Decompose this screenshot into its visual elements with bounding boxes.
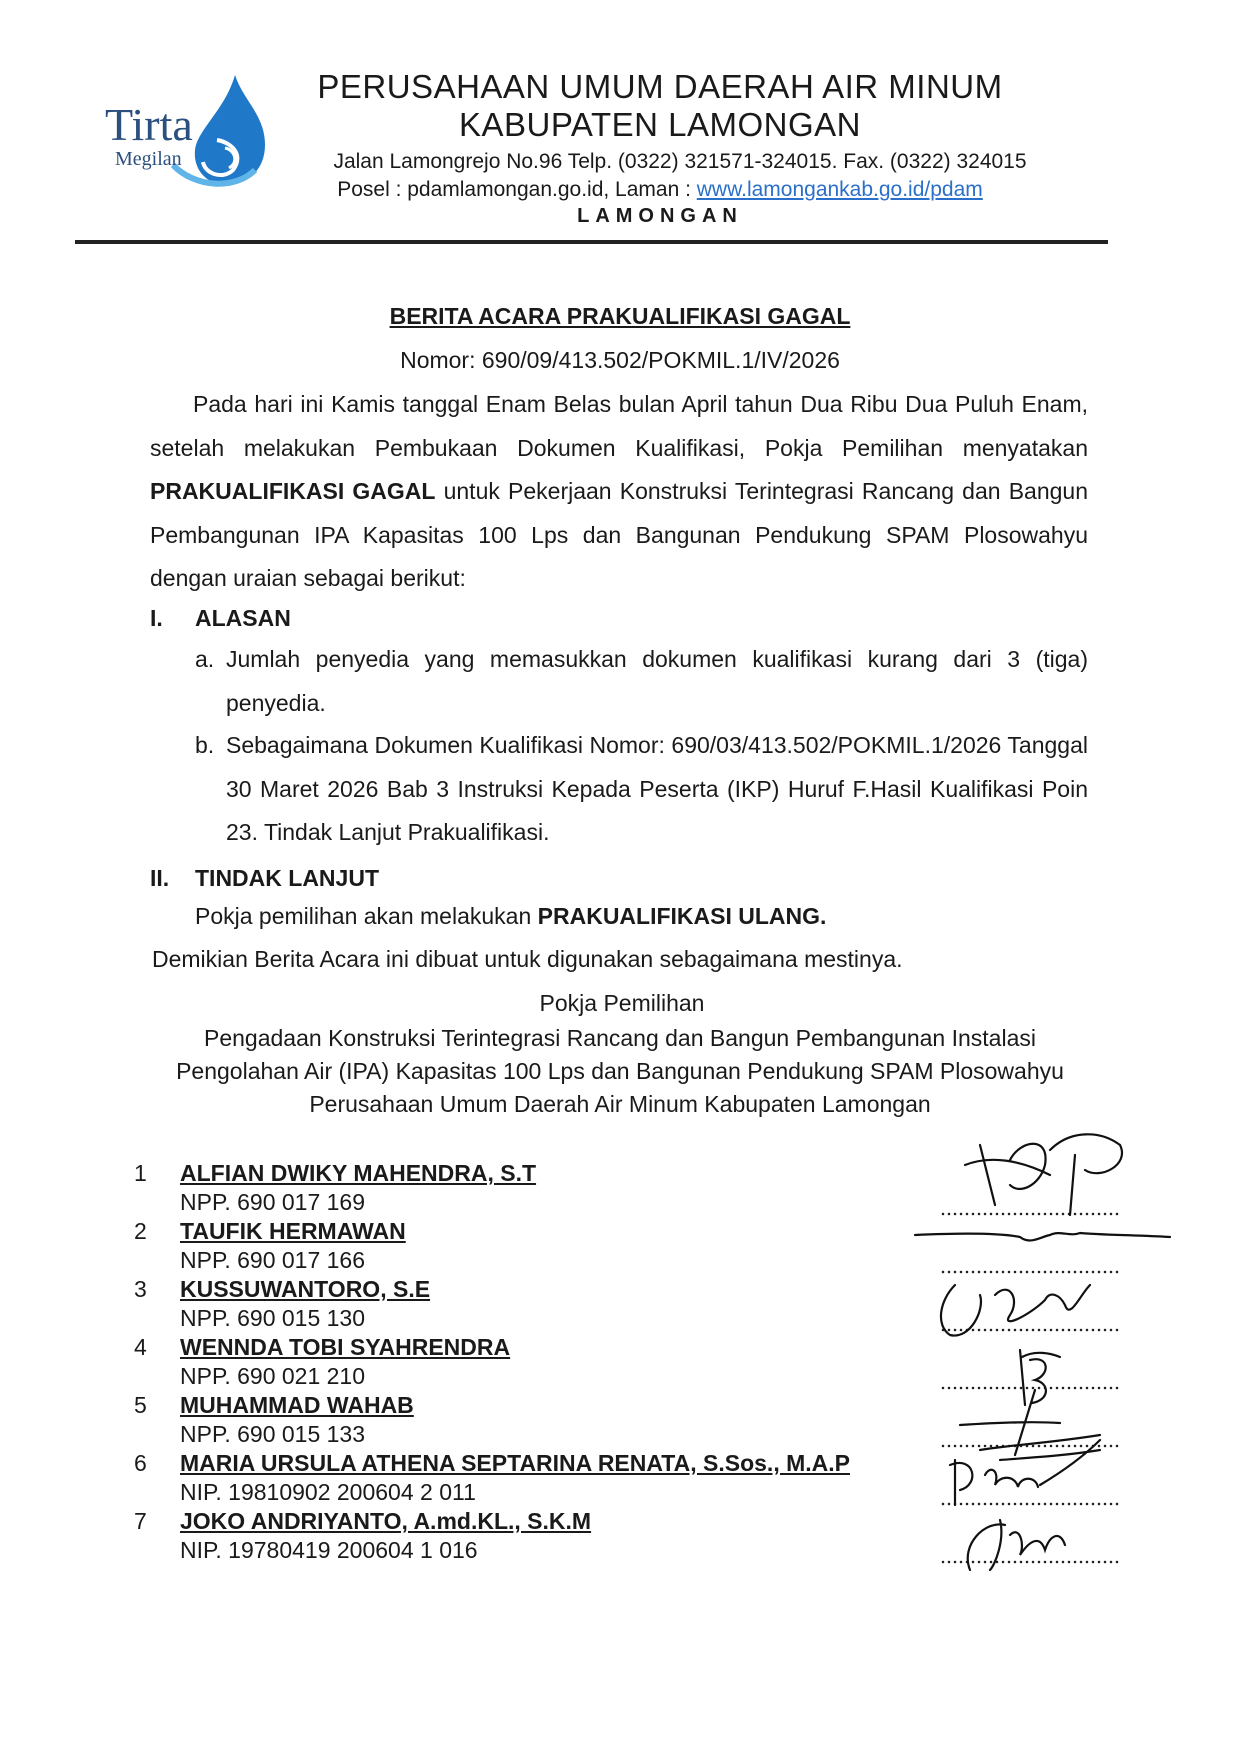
signatory-number: 7 [134,1508,147,1534]
organization-name [300,68,1020,144]
list-item [195,724,1088,855]
signatory-number: 4 [134,1334,147,1360]
handwritten-signatures [900,1125,1200,1585]
signatory-number: 2 [134,1218,147,1244]
intro-paragraph [150,383,1088,601]
contact-prefix: Posel : pdamlamongan.go.id, Laman : [337,178,697,201]
section-1-number: I. [150,605,163,631]
follow-up-text [195,903,1095,930]
org-line-2: KABUPATEN LAMONGAN [458,106,862,143]
signatory-number: 1 [134,1160,147,1186]
logo-text: Tirta [105,99,193,150]
header-divider [75,240,1108,244]
signature-5 [960,1390,1100,1460]
signatory-name: KUSSUWANTORO, S.E [180,1276,431,1302]
signatory-number: 5 [134,1392,147,1418]
signatory-id: NPP. 690 017 169 [180,1189,366,1215]
section-1-title: ALASAN [195,605,291,631]
website-link[interactable]: www.lamongankab.go.id/pdam [696,178,983,201]
intro-bold: PRAKUALIFIKASI GAGAL [150,478,436,504]
signatory-name: ALFIAN DWIKY MAHENDRA, S.T [180,1160,537,1186]
document-title: BERITA ACARA PRAKUALIFIKASI GAGAL [389,303,851,329]
city-label: LAMONGAN [577,205,743,227]
signatory-number: 6 [134,1450,147,1476]
closing-statement: Demikian Berita Acara ini dibuat untuk digunakan sebagaimana mestinya. [152,946,903,972]
address-line: Jalan Lamongrejo No.96 Telp. (0322) 321571-324015. Fax. (0322) 324015 [333,150,1027,173]
intro-text-1: Pada hari ini Kamis tanggal Enam Belas bulan April tahun Dua Ribu Dua Puluh Enam, setelah melakukan Pembukaan Dokumen Kualifikasi, Pokja Pemilihan menyatakan [150,391,1088,461]
signatory-id: NPP. 690 021 210 [180,1363,366,1389]
pokja-title: Pokja Pemilihan [539,990,705,1016]
item-text: Sebagaimana Dokumen Kualifikasi Nomor: 690/03/413.502/POKMIL.1/2026 Tanggal 30 Maret 2026 Bab 3 Instruksi Kepada Peserta (IKP) Huruf F.Hasil Kualifikasi Poin 23. Tindak Lanjut Prakualifikasi. [226,732,1088,845]
signatory-name: MARIA URSULA ATHENA SEPTARINA RENATA, S.Sos., M.A.P [180,1450,850,1476]
signature-7 [968,1520,1065,1570]
signature-6 [950,1440,1100,1505]
signature-2 [915,1233,1170,1240]
contact-line [300,178,1020,202]
signatory-name: TAUFIK HERMAWAN [180,1218,406,1244]
follow-up-bold: PRAKUALIFIKASI ULANG. [537,903,827,929]
pokja-description: Pengadaan Konstruksi Terintegrasi Rancang dan Bangun Pembangunan Instalasi Pengolahan Air (IPA) Kapasitas 100 Lps dan Bangunan Pendukung SPAM Plosowahyu Perusahaan Umum Daerah Air Minum Kabupaten Lamongan [176,1025,1064,1117]
follow-up-prefix: Pokja pemilihan akan melakukan [195,903,538,929]
company-logo [105,70,280,190]
signature-1 [965,1134,1122,1215]
signatory-name: JOKO ANDRIYANTO, A.md.KL., S.K.M [180,1508,592,1534]
document-number: Nomor: 690/09/413.502/POKMIL.1/IV/2026 [400,347,840,373]
signatory-id: NPP. 690 015 133 [180,1421,366,1447]
signatory-id: NIP. 19810902 200604 2 011 [180,1479,476,1505]
signatory-id: NIP. 19780419 200604 1 016 [180,1537,478,1563]
item-text: Jumlah penyedia yang memasukkan dokumen kualifikasi kurang dari 3 (tiga) penyedia. [226,646,1088,716]
item-label: a. [195,646,215,672]
logo-subtext: Megilan [115,148,182,170]
signatory-id: NPP. 690 017 166 [180,1247,366,1273]
signatory-name: MUHAMMAD WAHAB [180,1392,414,1418]
signature-3 [941,1285,1090,1336]
item-label: b. [195,732,215,758]
signatory-number: 3 [134,1276,147,1302]
section-2-number: II. [150,865,170,891]
signatory-name: WENNDA TOBI SYAHRENDRA [180,1334,511,1360]
signature-4 [1020,1350,1060,1405]
intro-text-2: untuk Pekerjaan Konstruksi Terintegrasi Rancang dan Bangun Pembangunan IPA Kapasitas 100 Lps dan Bangunan Pendukung SPAM Plosowahyu dengan uraian sebagai berikut: [150,478,1088,591]
org-line-1: PERUSAHAAN UMUM DAERAH AIR MINUM [317,68,1003,105]
signatory-id: NPP. 690 015 130 [180,1305,366,1331]
list-item [195,638,1088,725]
section-2-title: TINDAK LANJUT [195,865,379,891]
